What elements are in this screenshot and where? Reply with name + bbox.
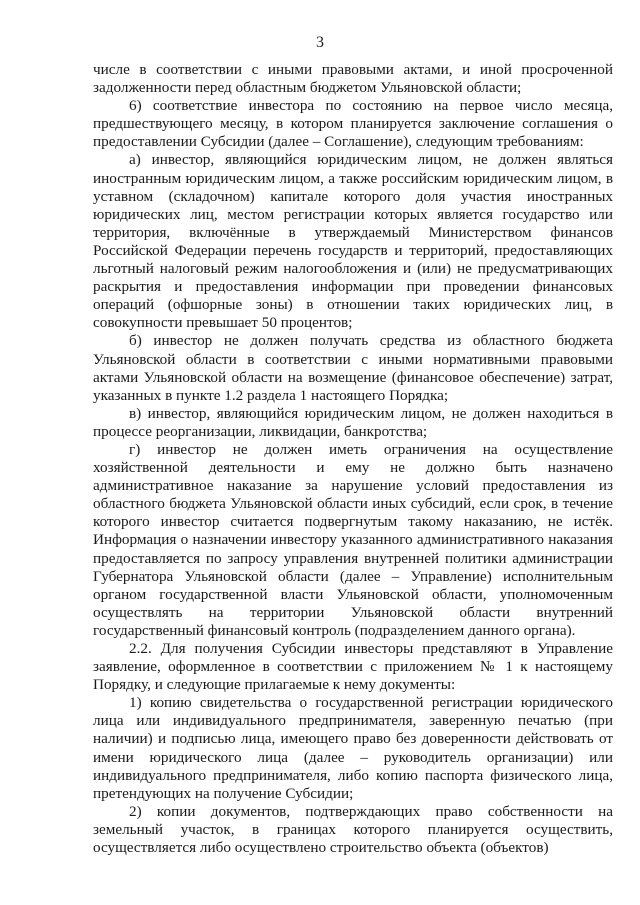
paragraph-continuation: числе в соответствии с иными правовыми актами, и иной просроченной задолженности перед областным бюджетом Ульяновской области; (93, 61, 613, 97)
paragraph-document-1: 1) копию свидетельства о государственной регистрации юридического лица или индивидуального предпринимателя, заверенную печатью (при наличии) и подписью лица, имеющего право без доверенности действовать от имени юридического лица (далее – руководитель организации) или индивидуального предпринимателя, либо копию паспорта физического лица, претендующих на получение Субсидии; (93, 694, 613, 802)
paragraph-subitem-b: б) инвестор не должен получать средства из областного бюджета Ульяновской области в соответствии с иными нормативными правовыми актами Ульяновской области на возмещение (финансовое обеспечение) затрат, указанных в пункте 1.2 раздела 1 настоящего Порядка; (93, 332, 613, 404)
document-body (93, 61, 613, 857)
paragraph-subitem-g: г) инвестор не должен иметь ограничения на осуществление хозяйственной деятельности и ему не должно быть назначено административное наказание за нарушение условий предоставления из областного бюджета Ульяновской области иных субсидий, если срок, в течение которого инвестор считается подвергнутым такому наказанию, не истёк. Информация о назначении инвестору указанного административного наказания предоставляется по запросу управления внутренней политики администрации Губернатора Ульяновской области (далее – Управление) исполнительным органом государственной власти Ульяновской области, уполномоченным осуществлять на территории Ульяновской области внутренний государственный финансовый контроль (подразделением данного органа). (93, 440, 613, 639)
paragraph-item-6: 6) соответствие инвестора по состоянию на первое число месяца, предшествующего месяцу, в котором планируется заключение соглашения о предоставлении Субсидии (далее – Соглашение), следующим требованиям: (93, 97, 613, 151)
page-number: 3 (316, 34, 324, 51)
paragraph-subitem-v: в) инвестор, являющийся юридическим лицом, не должен находиться в процессе реорганизации, ликвидации, банкротства; (93, 404, 613, 440)
paragraph-section-2-2: 2.2. Для получения Субсидии инвесторы представляют в Управление заявление, оформленное в соответствии с приложением № 1 к настоящему Порядку, и следующие прилагаемые к нему документы: (93, 640, 613, 694)
paragraph-subitem-a: а) инвестор, являющийся юридическим лицом, не должен являться иностранным юридическим лицом, а также российским юридическим лицом, в уставном (складочном) капитале которого доля участия иностранных юридических лиц, местом регистрации которых является государство или территория, включённые в утверждаемый Министерством финансов Российской Федерации перечень государств и территорий, предоставляющих льготный налоговый режим налогообложения и (или) не предусматривающих раскрытия и предоставления информации при проведении финансовых операций (офшорные зоны) в отношении таких юридических лиц, в совокупности превышает 50 процентов; (93, 151, 613, 332)
paragraph-document-2: 2) копии документов, подтверждающих право собственности на земельный участок, в границах которого планируется осуществить, осуществляется либо осуществлено строительство объекта (объектов) (93, 802, 613, 857)
